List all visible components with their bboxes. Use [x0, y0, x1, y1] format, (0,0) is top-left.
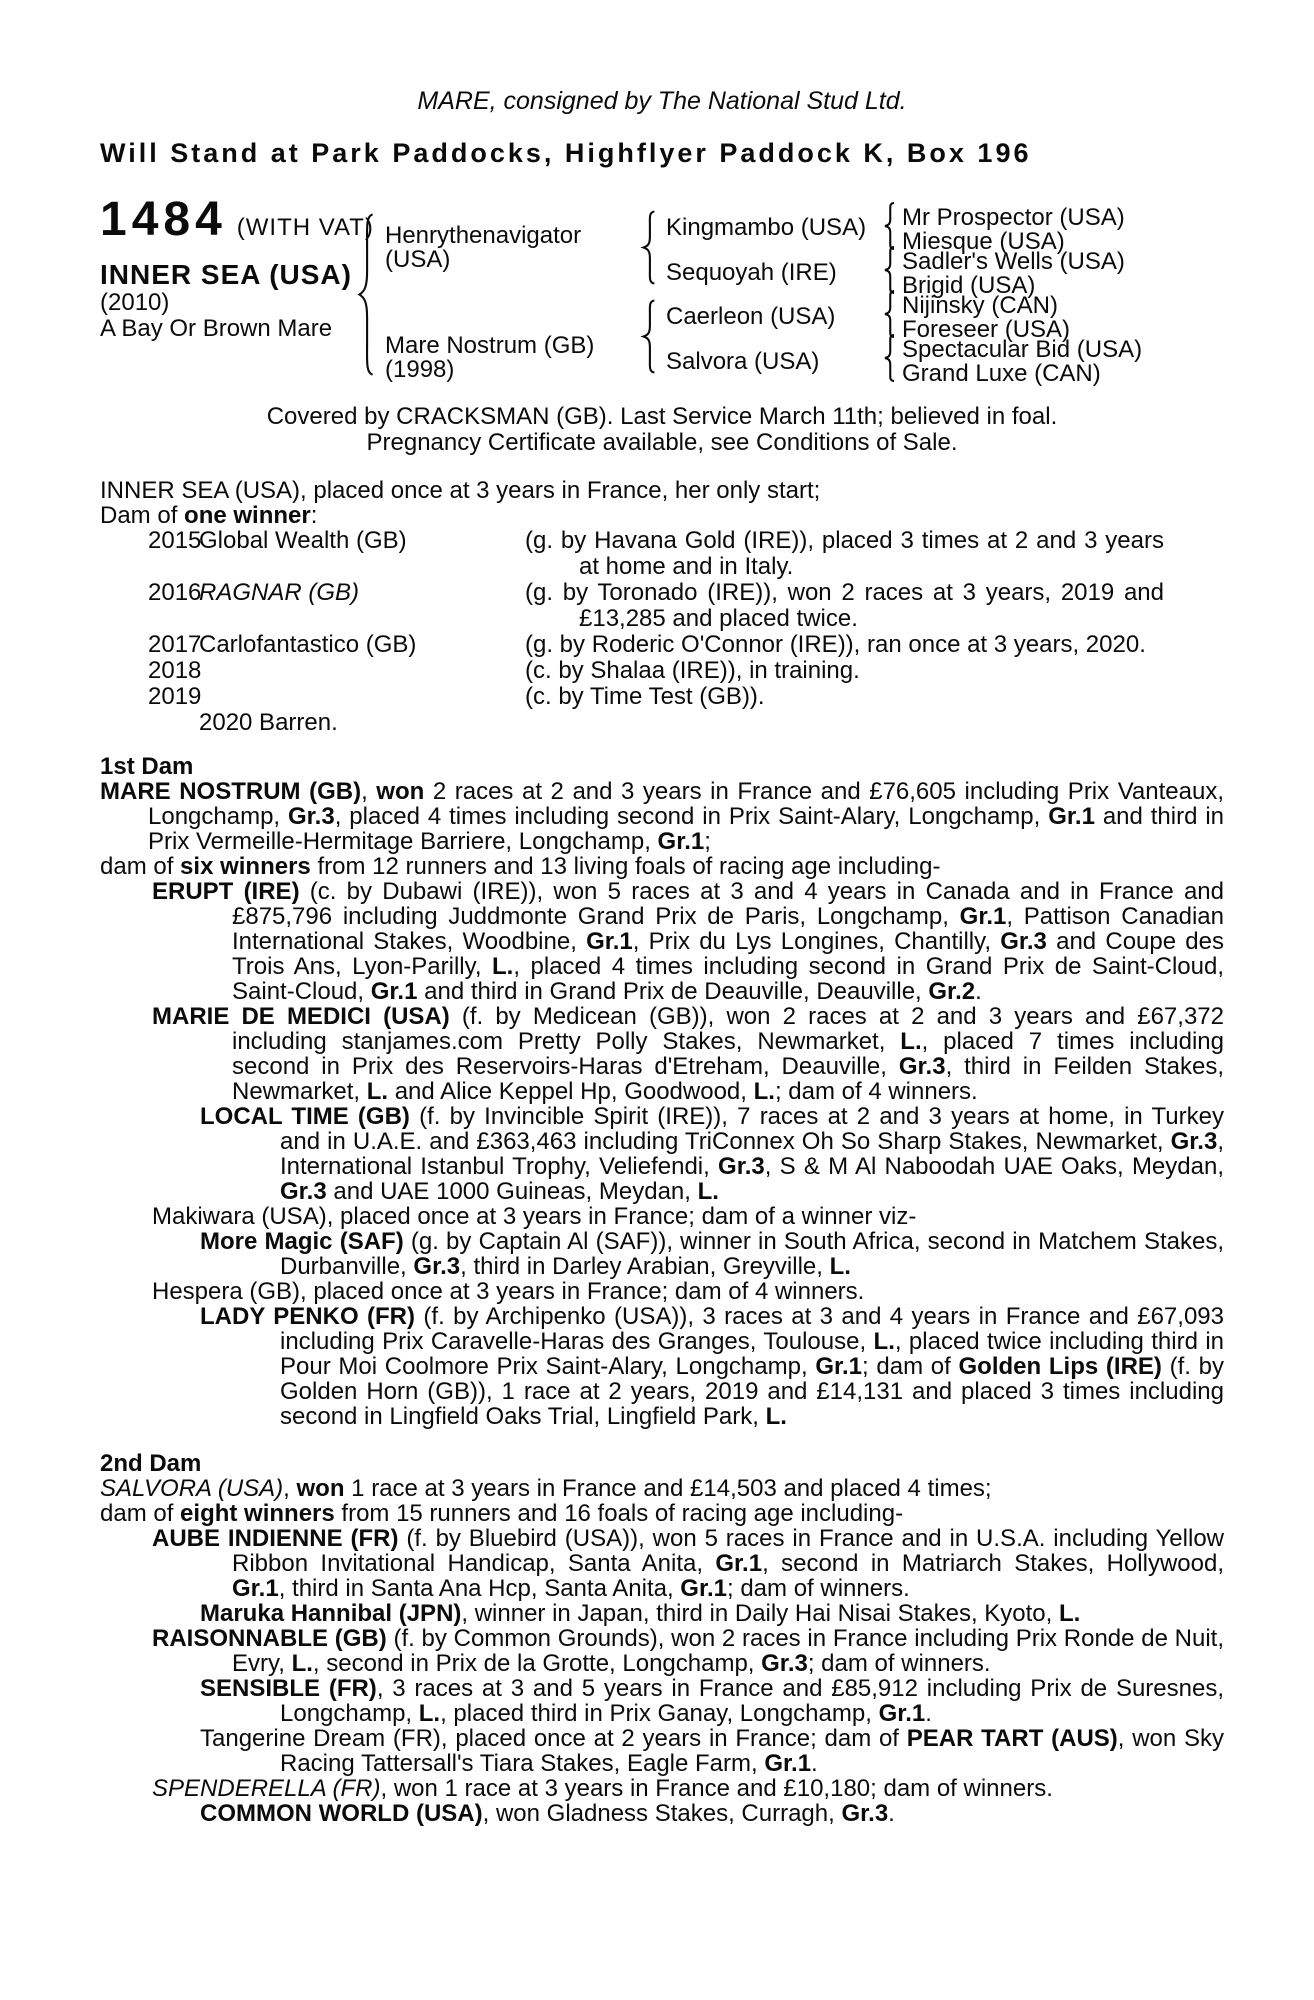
produce-year: 2016 — [148, 579, 202, 606]
stand-location-line: Will Stand at Park Paddocks, Highflyer Paddock K, Box 196 — [100, 138, 1032, 168]
pedigree-name: Mr Prospector (USA) — [902, 204, 1125, 231]
granddam-name: Salvora (USA) — [666, 348, 820, 375]
dam-of-line: Dam of one winner: — [100, 502, 318, 529]
produce-row — [100, 580, 1224, 632]
dam-name: Mare Nostrum (GB) (1998) — [385, 332, 595, 383]
produce-row — [100, 632, 1224, 658]
pedigree-name: Nijinsky (CAN) — [902, 292, 1058, 319]
horse-description: A Bay Or Brown Mare — [100, 315, 333, 342]
pedigree-name: Spectacular Bid (USA) — [902, 336, 1143, 363]
consignor-line: MARE, consigned by The National Stud Ltd. — [417, 87, 907, 115]
pedigree-paragraph: COMMON WORLD (USA), won Gladness Stakes, Curragh, Gr.3. — [200, 1800, 895, 1827]
sire-name: Henrythenavigator (USA) — [385, 222, 582, 273]
grandsire-name: Kingmambo (USA) — [666, 214, 867, 241]
produce-year: 2019 — [148, 683, 202, 710]
pedigree-paragraph: LOCAL TIME (GB) (f. by Invincible Spirit (IRE)), 7 races at 2 and 3 years at home, in Turkey and in U.A.E. and £363,463 including TriConnex Oh So Sharp Stakes, Newmarket, Gr.3, International Istanbul Trophy, Veliefendi, Gr.3, S & M Al Naboodah UAE Oaks, Meydan, Gr.3 and UAE 1000 Guineas, Meydan, L. — [200, 1103, 1224, 1205]
pedigree-paragraph: LADY PENKO (FR) (f. by Archipenko (USA)), 3 races at 3 and 4 years in France and £67,093 including Prix Caravelle-Haras des Granges, Toulouse, L., placed twice including third in Pour Moi Coolmore Prix Saint-Alary, Longchamp, Gr.1; dam of Golden Lips (IRE) (f. by Golden Horn (GB)), 1 race at 2 years, 2019 and £14,131 and placed 3 times including second in Lingfield Oaks Trial, Lingfield Park, L. — [200, 1303, 1225, 1430]
pedigree-paragraph: AUBE INDIENNE (FR) (f. by Bluebird (USA)), won 5 races in France and in U.S.A. including Yellow Ribbon Invitational Handicap, Santa Anita, Gr.1, second in Matriarch Stakes, Hollywood, Gr.1, third in Santa Ana Hcp, Santa Anita, Gr.1; dam of winners. — [152, 1525, 1224, 1602]
produce-desc: (g. by Roderic O'Connor (IRE)), ran once at 3 years, 2020. — [525, 631, 1146, 658]
brace-icon — [640, 210, 658, 285]
pedigree-name: Sadler's Wells (USA) — [902, 248, 1125, 275]
produce-row — [100, 658, 1224, 684]
lot-line — [100, 193, 374, 246]
race-record-line: INNER SEA (USA), placed once at 3 years in France, her only start; — [100, 477, 821, 504]
pedigree-paragraph: Hespera (GB), placed once at 3 years in France; dam of 4 winners. — [152, 1278, 865, 1305]
first-dam-heading: 1st Dam — [100, 753, 194, 780]
pedigree-paragraph: Tangerine Dream (FR), placed once at 2 years in France; dam of PEAR TART (AUS), won Sky Racing Tattersall's Tiara Stakes, Eagle Farm, Gr.1. — [200, 1725, 1224, 1777]
produce-row — [100, 528, 1224, 580]
pedigree-name: Miesque (USA) — [902, 228, 1065, 255]
produce-row — [100, 710, 1224, 736]
produce-year: 2015 — [148, 527, 202, 554]
pedigree-paragraph: MARE NOSTRUM (GB), won 2 races at 2 and 3 years in France and £76,605 including Prix Vanteaux, Longchamp, Gr.3, placed 4 times including second in Prix Saint-Alary, Longchamp, Gr.1 and third in Prix Vermeille-Hermitage Barriere, Longchamp, Gr.1; — [100, 778, 1225, 855]
pedigree-name: Foreseer (USA) — [902, 316, 1071, 343]
great-grandparent-pair — [902, 338, 1142, 386]
produce-record — [100, 528, 1224, 736]
lot-number: 1484 — [100, 193, 227, 246]
covering-note — [100, 404, 1224, 456]
grandsire-name: Caerleon (USA) — [666, 303, 836, 330]
produce-desc: (c. by Time Test (GB)). — [525, 683, 765, 710]
pedigree-paragraph: ERUPT (IRE) (c. by Dubawi (IRE)), won 5 races at 3 and 4 years in Canada and in France and £875,796 including Juddmonte Grand Prix de Paris, Longchamp, Gr.1, Pattison Canadian International Stakes, Woodbine, Gr.1, Prix du Lys Longines, Chantilly, Gr.3 and Coupe des Trois Ans, Lyon-Parilly, L., placed 4 times including second in Grand Prix de Saint-Cloud, Saint-Cloud, Gr.1 and third in Grand Prix de Deauville, Deauville, Gr.2. — [152, 878, 1225, 1005]
pedigree-paragraph: RAISONNABLE (GB) (f. by Common Grounds), won 2 races in France including Prix Ronde de Nuit, Evry, L., second in Prix de la Grotte, Longchamp, Gr.3; dam of winners. — [152, 1625, 1225, 1677]
pedigree-paragraph: dam of eight winners from 15 runners and 16 foals of racing age including- — [100, 1500, 904, 1527]
pedigree-paragraph: SALVORA (USA), won 1 race at 3 years in France and £14,503 and placed 4 times; — [100, 1475, 992, 1502]
pedigree-paragraph: SPENDERELLA (FR), won 1 race at 3 years in France and £10,180; dam of winners. — [152, 1775, 1053, 1802]
horse-name: INNER SEA (USA) — [100, 259, 352, 290]
pedigree-paragraph: More Magic (SAF) (g. by Captain Al (SAF)), winner in South Africa, second in Matchem Stakes, Durbanville, Gr.3, third in Darley Arabian, Greyville, L. — [200, 1228, 1224, 1280]
brace-icon — [355, 211, 377, 378]
brace-icon — [882, 246, 897, 294]
pedigree-name: Brigid (USA) — [902, 272, 1036, 299]
produce-horse-name: Carlofantastico (GB) — [199, 631, 417, 658]
great-grandparent-pair — [902, 250, 1125, 298]
pedigree-table — [100, 193, 1224, 387]
great-grandparent-pair — [902, 206, 1125, 254]
granddam-name: Sequoyah (IRE) — [666, 259, 837, 286]
pedigree-paragraph: Makiwara (USA), placed once at 3 years in France; dam of a winner viz- — [152, 1203, 917, 1230]
produce-horse-name: Global Wealth (GB) — [199, 527, 407, 554]
pedigree-paragraph: SENSIBLE (FR), 3 races at 3 and 5 years in France and £85,912 including Prix de Suresnes, Longchamp, L., placed third in Prix Ganay, Longchamp, Gr.1. — [200, 1675, 1225, 1727]
produce-row — [100, 684, 1224, 710]
pedigree-name: Grand Luxe (CAN) — [902, 360, 1101, 387]
great-grandparent-pair — [902, 294, 1070, 342]
covered-line: Covered by CRACKSMAN (GB). Last Service March 11th; believed in foal. — [266, 403, 1058, 430]
produce-year: 2018 — [148, 657, 202, 684]
foaling-year: (2010) — [100, 289, 170, 316]
pregnancy-line: Pregnancy Certificate available, see Conditions of Sale. — [366, 429, 958, 456]
mare-race-record — [100, 478, 1224, 528]
produce-horse-name: RAGNAR (GB) — [199, 579, 360, 606]
produce-desc: (g. by Havana Gold (IRE)), placed 3 times at 2 and 3 years at home and in Italy. — [525, 527, 1164, 580]
produce-desc: (g. by Toronado (IRE)), won 2 races at 3 years, 2019 and £13,285 and placed twice. — [525, 579, 1164, 632]
brace-icon — [882, 290, 897, 338]
brace-icon — [882, 202, 897, 250]
pedigree-paragraph: Maruka Hannibal (JPN), winner in Japan, third in Daily Hai Nisai Stakes, Kyoto, L. — [200, 1600, 1081, 1627]
vat-note: (WITH VAT) — [236, 214, 374, 241]
produce-year: 2017 — [148, 631, 202, 658]
brace-icon — [882, 334, 897, 382]
pedigree-paragraph: dam of six winners from 12 runners and 13 living foals of racing age including- — [100, 853, 941, 880]
brace-icon — [640, 299, 658, 374]
barren-note: 2020 Barren. — [199, 709, 338, 736]
produce-desc: (c. by Shalaa (IRE)), in training. — [525, 657, 860, 684]
pedigree-paragraph: MARIE DE MEDICI (USA) (f. by Medicean (GB)), won 2 races at 2 and 3 years and £67,372 including stanjames.com Pretty Polly Stakes, Newmarket, L., placed 7 times including second in Prix des Reservoirs-Haras d'Etreham, Deauville, Gr.3, third in Feilden Stakes, Newmarket, L. and Alice Keppel Hp, Goodwood, L.; dam of 4 winners. — [152, 1003, 1225, 1105]
second-dam-heading: 2nd Dam — [100, 1450, 202, 1477]
